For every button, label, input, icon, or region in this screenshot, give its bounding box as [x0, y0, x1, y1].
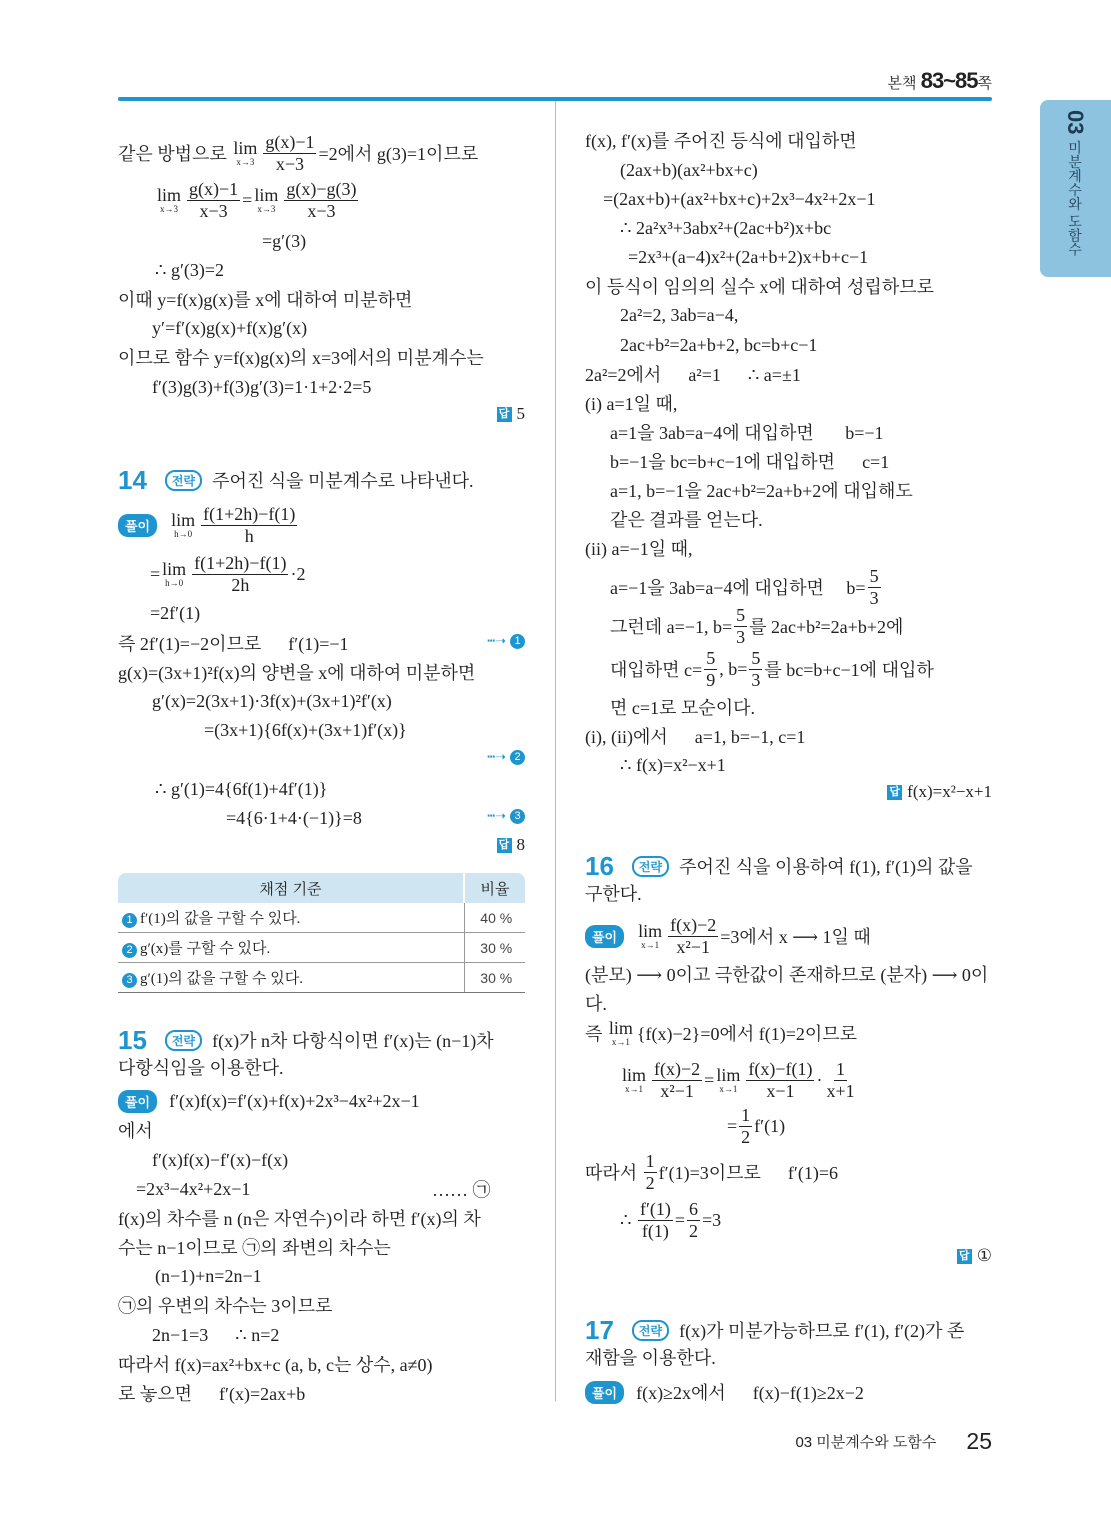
text-run: y′=f′(x)g(x)+f(x)g′(x) — [152, 317, 308, 338]
answer-icon: 답 — [887, 785, 902, 800]
lim-subscript: x→1 — [641, 940, 660, 950]
denominator: x−1 — [766, 1080, 795, 1101]
text-run: = — [150, 563, 161, 584]
answer-value: f(x)=x²−x+1 — [907, 782, 992, 801]
text-line — [118, 1204, 481, 1232]
text-line — [118, 1379, 305, 1407]
text-line — [610, 476, 913, 504]
fraction — [734, 606, 747, 647]
limit — [638, 922, 662, 950]
text-line — [585, 1343, 716, 1371]
answer-icon: 답 — [957, 1249, 972, 1264]
text-line — [152, 687, 392, 715]
text-run: =2x³+(a−4)x²+(2a+b+2)x+b+c−1 — [628, 246, 869, 267]
text-line — [155, 178, 360, 221]
answer — [957, 1246, 992, 1266]
denominator: 2 — [645, 1172, 655, 1193]
solution-badge: 풀이 — [585, 1381, 624, 1404]
text-run: f′(x)f(x)=f′(x)+f(x)+2x³−4x²+2x−1 — [169, 1090, 420, 1111]
step-number-icon: 1 — [510, 634, 525, 649]
text-run: ∴ 2a²x³+3abx²+(2ac+b²)x+bc — [620, 217, 832, 238]
text-run: a=1, b=−1을 2ac+b²=2a+b+2에 대입해도 — [610, 481, 913, 501]
text-line — [620, 331, 817, 359]
text-run: 2ac+b²=2a+b+2, bc=b+c−1 — [620, 334, 818, 355]
table-row — [118, 933, 525, 963]
text-line — [620, 156, 758, 184]
numerator: 5 — [706, 647, 716, 668]
fraction — [263, 133, 316, 174]
chapter-title: 미분계수와 도함수 — [1067, 140, 1083, 257]
text-line — [585, 1019, 857, 1047]
text-line — [610, 565, 883, 608]
text-run: 이때 y=f(x)g(x)를 x에 대하여 미분하면 — [118, 290, 413, 310]
text-run: 이 등식이 임의의 실수 x에 대하여 성립하므로 — [585, 277, 934, 297]
problem-number: 15 — [118, 1024, 147, 1055]
text-line — [136, 1175, 250, 1203]
footer-chapter: 03 미분계수와 도함수 — [795, 1434, 937, 1451]
text-run: 를 2ac+b²=2a+b+2에 — [749, 617, 904, 637]
answer-value: 8 — [516, 835, 525, 854]
problem-number: 14 — [118, 464, 147, 495]
text-run: · — [816, 1069, 823, 1090]
text-line — [118, 285, 412, 313]
numerator: g(x)−1 — [189, 178, 239, 199]
answer-value: 5 — [516, 404, 525, 423]
denominator: h — [244, 525, 254, 546]
lim-subscript: x→1 — [611, 1037, 630, 1047]
page-number: 25 — [966, 1428, 992, 1454]
ratio: 30 % — [464, 963, 525, 993]
text-run: g′(x)=2(3x+1)·3f(x)+(3x+1)²f′(x) — [152, 690, 392, 711]
section-header — [585, 852, 973, 880]
fraction — [746, 1060, 814, 1101]
text-run: ∴ g′(3)=2 — [155, 259, 225, 280]
lim-subscript: x→3 — [160, 204, 178, 214]
text-run: = — [727, 1115, 738, 1136]
text-run: 에서 — [118, 1121, 153, 1141]
text-run: 따라서 f(x)=ax²+bx+c (a, b, c는 상수, a≠0) — [118, 1355, 433, 1375]
text-line — [610, 447, 889, 475]
ref-suffix: 쪽 — [977, 75, 992, 92]
text-line — [226, 804, 362, 832]
section-header — [118, 466, 474, 494]
text-line — [152, 373, 371, 401]
denominator: 2 — [741, 1126, 751, 1147]
text-run: f′(1)=3이므로 f′(1)=6 — [658, 1163, 838, 1183]
denominator: 3 — [736, 626, 746, 647]
text-line — [620, 214, 831, 242]
limit — [609, 1019, 633, 1047]
text-line — [610, 505, 763, 533]
text-run: =g′(3) — [262, 230, 307, 251]
text-run: (i) a=1일 때, — [585, 394, 678, 414]
denominator: x−3 — [199, 200, 228, 221]
text-line — [155, 1262, 262, 1290]
fraction — [201, 505, 297, 546]
step-number-icon: 3 — [510, 809, 525, 824]
step-marker-icon: 2 — [122, 943, 137, 958]
numerator: f(x)−2 — [670, 914, 717, 935]
lim-label: lim — [233, 138, 258, 158]
text-line — [610, 418, 884, 446]
strategy-text: f(x)가 n차 다항식이면 f′(x)는 (n−1)차 — [212, 1031, 494, 1051]
text-run: =3 — [702, 1209, 722, 1230]
lim-subscript: x→3 — [257, 204, 276, 214]
page-footer — [795, 1428, 992, 1455]
lim-subscript: h→0 — [174, 529, 193, 539]
text-line — [585, 989, 607, 1017]
limit — [254, 186, 278, 214]
text-line — [620, 751, 726, 779]
text-line — [118, 343, 484, 371]
text-run: f(x)≥2x에서 f(x)−f(1)≥2x−2 — [636, 1383, 864, 1403]
lim-label: lim — [171, 510, 196, 530]
text-line — [585, 534, 693, 562]
fraction — [644, 1152, 657, 1193]
denominator: x−3 — [275, 153, 304, 174]
denominator: x²−1 — [660, 1080, 694, 1101]
text-line — [585, 914, 871, 957]
numerator: 5 — [736, 604, 746, 625]
answer-icon: 답 — [497, 838, 512, 853]
numerator: f(x)−f(1) — [748, 1058, 813, 1079]
text-line — [620, 1058, 859, 1101]
denominator: x+1 — [826, 1080, 855, 1101]
text-run: f′(x)f(x)−f′(x)−f(x) — [152, 1149, 289, 1170]
text-run: 같은 결과를 얻는다. — [610, 510, 763, 530]
text-line — [118, 1350, 432, 1378]
text-run: =4{6·1+4·(−1)}=8 — [226, 807, 362, 828]
lim-label: lim — [638, 921, 663, 941]
text-line — [155, 775, 327, 803]
text-run: f′(1) — [754, 1115, 786, 1136]
text-line — [603, 185, 876, 213]
text-run: {f(x)−2}=0에서 f(1)=2이므로 — [636, 1024, 858, 1044]
text-line — [620, 301, 738, 329]
limit — [716, 1066, 740, 1094]
problem-number: 17 — [585, 1314, 614, 1345]
text-run: ∴ g′(1)=4{6f(1)+4f′(1)} — [155, 778, 328, 799]
denominator: 3 — [869, 587, 879, 608]
lim-subscript: x→1 — [719, 1084, 738, 1094]
text-line — [118, 1116, 153, 1144]
lim-label: lim — [608, 1018, 633, 1038]
answer — [887, 782, 992, 802]
denominator: x²−1 — [676, 936, 710, 957]
denominator: 2h — [231, 574, 250, 595]
text-line — [585, 389, 677, 417]
lim-label: lim — [716, 1065, 741, 1085]
text-run: , b= — [719, 658, 748, 679]
text-line — [150, 599, 200, 627]
text-run: 2a²=2, 3ab=a−4, — [620, 304, 739, 325]
fraction — [739, 1106, 752, 1147]
text-run: =3에서 x ⟶ 1일 때 — [720, 927, 871, 947]
text-line — [152, 314, 307, 342]
text-run: =2x³−4x²+2x−1 — [136, 1178, 251, 1199]
text-run: =2에서 g(3)=1이므로 — [318, 144, 479, 164]
chapter-number: 03 — [1063, 110, 1088, 135]
text-line — [155, 256, 224, 284]
fraction — [824, 1060, 856, 1101]
numerator: 6 — [689, 1198, 699, 1219]
lim-label: lim — [622, 1065, 647, 1085]
scoring-table — [118, 873, 525, 993]
solution-badge: 풀이 — [585, 925, 624, 948]
ref-prefix: 본책 — [887, 75, 917, 92]
fraction — [192, 554, 288, 595]
text-run: 다항식임을 이용한다. — [118, 1058, 284, 1078]
text-line — [585, 722, 805, 750]
text-run: …… ㉠ — [432, 1180, 491, 1200]
text-line — [727, 1104, 786, 1147]
text-run: 수는 n−1이므로 ㉠의 좌변의 차수는 — [118, 1238, 391, 1258]
text-run: 따라서 — [585, 1163, 642, 1183]
arrow-icon: ┅➝ — [487, 749, 506, 764]
numerator: f(x)−2 — [654, 1058, 701, 1079]
text-line — [585, 1150, 838, 1193]
text-line — [152, 1146, 288, 1174]
text-run: ·2 — [290, 563, 306, 584]
fraction — [868, 567, 881, 608]
criterion: g′(1)의 값을 구할 수 있다. — [140, 971, 303, 987]
numerator: f(1+2h)−f(1) — [203, 503, 296, 524]
text-line — [118, 1291, 332, 1319]
numerator: 5 — [869, 565, 879, 586]
text-run: 로 놓으면 f′(x)=2ax+b — [118, 1384, 306, 1404]
text-run: (i), (ii)에서 a=1, b=−1, c=1 — [585, 727, 806, 747]
column-divider — [555, 101, 556, 1401]
text-run: (ii) a=−1일 때, — [585, 539, 693, 559]
col-ratio: 비율 — [464, 873, 525, 903]
text-run: = — [242, 189, 253, 210]
step-marker — [487, 749, 525, 765]
denominator: 3 — [751, 669, 761, 690]
numerator: 5 — [751, 647, 761, 668]
text-run: ㉠의 우변의 차수는 3이므로 — [118, 1296, 333, 1316]
text-run: 2n−1=3 ∴ n=2 — [152, 1324, 280, 1345]
fraction — [187, 180, 240, 221]
text-line — [610, 693, 755, 721]
text-line — [118, 503, 299, 546]
text-line — [585, 360, 801, 388]
text-line — [620, 1198, 722, 1241]
text-run: 이므로 함수 y=f(x)g(x)의 x=3에서의 미분계수는 — [118, 348, 484, 368]
answer-value: ① — [976, 1246, 992, 1265]
text-line — [432, 1175, 491, 1203]
lim-label: lim — [157, 185, 182, 205]
step-marker — [487, 808, 525, 824]
text-line — [610, 647, 934, 690]
text-run: =(2ax+b)+(ax²+bx+c)+2x³−4x²+2x−1 — [603, 188, 876, 209]
ratio: 40 % — [464, 903, 525, 933]
text-line — [610, 604, 904, 647]
fraction — [652, 1060, 702, 1101]
fraction — [687, 1200, 700, 1241]
strategy-badge: 전략 — [165, 470, 202, 491]
limit — [157, 186, 181, 214]
text-line — [585, 272, 934, 300]
ratio: 30 % — [464, 933, 525, 963]
numerator: g(x)−g(3) — [286, 178, 357, 199]
textbook-page-reference — [888, 68, 992, 94]
text-run: 즉 — [585, 1024, 607, 1044]
text-line — [585, 960, 988, 988]
limit — [162, 560, 186, 588]
table-row — [118, 903, 525, 933]
denominator: f(1) — [641, 1220, 669, 1241]
text-run: ∴ — [620, 1209, 636, 1230]
text-line — [585, 126, 857, 154]
solution-badge: 풀이 — [118, 1090, 157, 1113]
text-run: b=−1을 bc=b+c−1에 대입하면 c=1 — [610, 452, 890, 472]
text-run: (2ax+b)(ax²+bx+c) — [620, 159, 758, 180]
numerator: 1 — [645, 1150, 655, 1171]
section-header — [118, 1026, 494, 1054]
chapter-side-tab — [1040, 100, 1111, 277]
text-run: ∴ f(x)=x²−x+1 — [620, 754, 726, 775]
answer-icon: 답 — [497, 407, 512, 422]
ref-pages: 83~85 — [920, 68, 978, 93]
lim-subscript: x→1 — [625, 1084, 643, 1094]
text-run: 즉 2f′(1)=−2이므로 f′(1)=−1 — [118, 634, 349, 654]
solution-badge: 풀이 — [118, 514, 157, 537]
strategy-badge: 전략 — [165, 1030, 202, 1051]
step-number-icon: 2 — [510, 750, 525, 765]
text-line — [118, 1087, 420, 1115]
criterion: f′(1)의 값을 구할 수 있다. — [140, 911, 301, 927]
fraction — [638, 1200, 673, 1241]
step-marker — [487, 633, 525, 649]
text-run: 구한다. — [585, 884, 642, 904]
criterion: g′(x)를 구할 수 있다. — [140, 941, 271, 957]
numerator: g(x)−1 — [265, 131, 315, 152]
text-run: 그런데 a=−1, b= — [610, 617, 733, 637]
strategy-text: 주어진 식을 이용하여 f(1), f′(1)의 값을 — [679, 857, 973, 877]
text-run: 대입하면 c= — [610, 660, 703, 680]
text-line — [204, 716, 407, 744]
text-line — [585, 879, 642, 907]
fraction — [284, 180, 358, 221]
text-run: f(x), f′(x)를 주어진 등식에 대입하면 — [585, 131, 857, 151]
numerator: f′(1) — [639, 1198, 671, 1219]
text-run: a=1을 3ab=a−4에 대입하면 b=−1 — [610, 423, 884, 443]
text-line — [628, 243, 868, 271]
denominator: 9 — [706, 669, 716, 690]
text-run: a=−1을 3ab=a−4에 대입하면 b= — [610, 578, 866, 598]
limit — [171, 511, 195, 539]
text-line — [118, 1233, 391, 1261]
limit — [622, 1066, 646, 1094]
text-line — [262, 227, 306, 255]
answer — [497, 404, 526, 424]
numerator: 1 — [836, 1058, 846, 1079]
text-line — [118, 1053, 284, 1081]
problem-number: 16 — [585, 850, 614, 881]
text-run: (분모) ⟶ 0이고 극한값이 존재하므로 (분자) ⟶ 0이 — [585, 965, 989, 985]
lim-subscript: h→0 — [165, 578, 184, 588]
text-line — [118, 629, 349, 657]
numerator: f(1+2h)−f(1) — [194, 552, 287, 573]
step-marker-icon: 3 — [122, 973, 137, 988]
text-run: f(x)의 차수를 n (n은 자연수)이라 하면 f′(x)의 차 — [118, 1209, 481, 1229]
text-run: 같은 방법으로 — [118, 144, 232, 164]
text-run: 다. — [585, 994, 607, 1014]
text-run: =2f′(1) — [150, 602, 201, 623]
fraction — [749, 649, 762, 690]
lim-label: lim — [254, 185, 279, 205]
text-run: =(3x+1){6f(x)+(3x+1)f′(x)} — [204, 719, 407, 740]
lim-label: lim — [162, 559, 187, 579]
col-criterion: 채점 기준 — [118, 873, 464, 903]
arrow-icon: ┅➝ — [487, 808, 506, 823]
text-run: 면 c=1로 모순이다. — [610, 698, 755, 718]
strategy-badge: 전략 — [632, 1320, 669, 1341]
strategy-badge: 전략 — [632, 856, 669, 877]
arrow-icon: ┅➝ — [487, 633, 506, 648]
numerator: 1 — [741, 1104, 751, 1125]
text-run: (n−1)+n=2n−1 — [155, 1265, 262, 1286]
table-row — [118, 963, 525, 993]
strategy-text: f(x)가 미분가능하므로 f′(1), f′(2)가 존 — [679, 1321, 965, 1341]
text-run: 를 bc=b+c−1에 대입하 — [764, 660, 934, 680]
strategy-text: 주어진 식을 미분계수로 나타낸다. — [212, 471, 474, 491]
text-line — [150, 552, 306, 595]
limit — [233, 139, 257, 167]
text-line — [118, 658, 475, 686]
text-run: g(x)=(3x+1)²f(x)의 양변을 x에 대하여 미분하면 — [118, 663, 476, 683]
answer — [497, 835, 526, 855]
fraction — [704, 649, 717, 690]
text-line — [585, 1378, 864, 1406]
text-run: 재함을 이용한다. — [585, 1348, 716, 1368]
text-line — [152, 1321, 279, 1349]
denominator: 2 — [689, 1220, 699, 1241]
text-run: 2a²=2에서 a²=1 ∴ a=±1 — [585, 365, 801, 385]
section-header — [585, 1316, 964, 1344]
text-run: = — [704, 1069, 715, 1090]
step-marker-icon: 1 — [122, 913, 137, 928]
lim-subscript: x→3 — [236, 157, 255, 167]
text-run: = — [674, 1209, 686, 1230]
denominator: x−3 — [307, 200, 336, 221]
text-line — [118, 131, 479, 174]
fraction — [668, 916, 718, 957]
text-run: f′(3)g(3)+f(3)g′(3)=1·1+2·2=5 — [152, 376, 372, 397]
